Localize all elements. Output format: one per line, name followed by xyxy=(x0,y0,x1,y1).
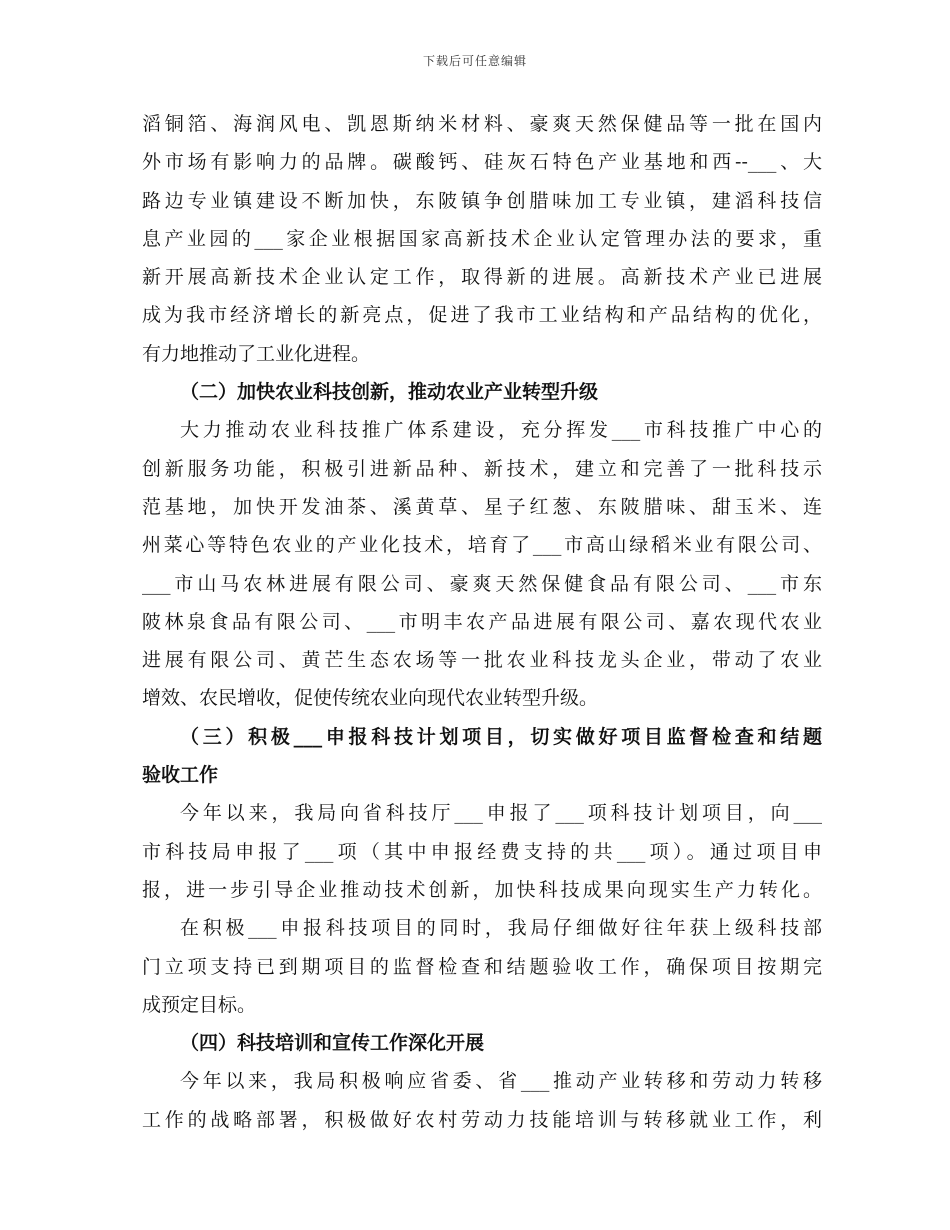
paragraph-line: 滔铜箔、海润风电、凯恩斯纳米材料、豪爽天然保健品等一批在国内 xyxy=(142,113,822,135)
section-heading-line: （四）科技培训和宣传工作深化开展 xyxy=(180,1032,485,1055)
paragraph-line: 新开展高新技术企业认定工作，取得新的进展。高新技术产业已进展 xyxy=(142,266,822,289)
paragraph-line: 成预定目标。 xyxy=(142,993,257,1016)
paragraph-line: 陂林泉食品有限公司、___市明丰农产品进展有限公司、嘉农现代农业 xyxy=(142,610,822,633)
section-heading-line: （三）积极___申报科技计划项目，切实做好项目监督检查和结题 xyxy=(180,725,822,748)
paragraph-line: 州菜心等特色农业的产业化技术，培育了___市高山绿稻米业有限公司、 xyxy=(142,534,822,557)
paragraph-line: 增效、农民增收，促使传统农业向现代农业转型升级。 xyxy=(142,687,599,710)
paragraph-line: 今年以来，我局积极响应省委、省___推动产业转移和劳动力转移 xyxy=(180,1070,822,1093)
paragraph-line: 外市场有影响力的品牌。碳酸钙、硅灰石特色产业基地和西--___、大 xyxy=(142,151,822,174)
section-heading-line: 验收工作 xyxy=(142,764,219,787)
section-heading-line: （二）加快农业科技创新，推动农业产业转型升级 xyxy=(180,381,599,404)
paragraph-line: 今年以来，我局向省科技厅___申报了___项科技计划项目，向___ xyxy=(180,802,822,825)
paragraph-line: 大力推动农业科技推广体系建设，充分挥发___市科技推广中心的 xyxy=(180,419,822,442)
paragraph-line: 范基地，加快开发油茶、溪黄草、星子红葱、东陂腊味、甜玉米、连 xyxy=(142,495,822,518)
paragraph-line: 成为我市经济增长的新亮点，促进了我市工业结构和产品结构的优化， xyxy=(142,304,822,327)
paragraph-line: 门立项支持已到期项目的监督检查和结题验收工作，确保项目按期完 xyxy=(142,955,822,978)
paragraph-line: 有力地推动了工业化进程。 xyxy=(142,342,371,365)
document-body xyxy=(142,105,822,1139)
paragraph-line: 工作的战略部署，积极做好农村劳动力技能培训与转移就业工作，利 xyxy=(142,1108,822,1131)
paragraph-line: 创新服务功能，积极引进新品种、新技术，建立和完善了一批科技示 xyxy=(142,457,822,480)
paragraph-line: 市科技局申报了___项（其中申报经费支持的共___项）。通过项目申 xyxy=(142,840,822,863)
page-header-note: 下载后可任意编辑 xyxy=(422,54,527,68)
paragraph-line: 报，进一步引导企业推动技术创新，加快科技成果向现实生产力转化。 xyxy=(142,878,822,901)
paragraph-line: 息产业园的___家企业根据国家高新技术企业认定管理办法的要求，重 xyxy=(142,227,822,250)
paragraph-line: 路边专业镇建设不断加快，东陂镇争创腊味加工专业镇，建滔科技信 xyxy=(142,189,822,212)
paragraph-line: ___市山马农林进展有限公司、豪爽天然保健食品有限公司、___市东 xyxy=(142,572,822,595)
paragraph-line: 在积极___申报科技项目的同时，我局仔细做好往年获上级科技部 xyxy=(180,917,822,940)
paragraph-line: 进展有限公司、黄芒生态农场等一批农业科技龙头企业，带动了农业 xyxy=(142,649,822,672)
